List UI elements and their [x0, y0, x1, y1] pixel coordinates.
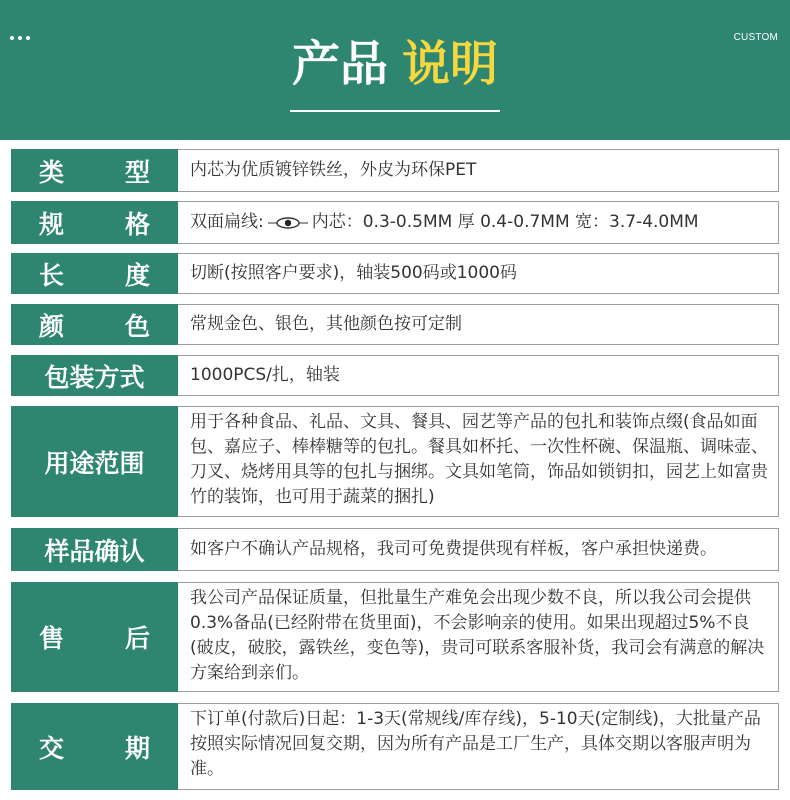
- spec-row-after-sales: [11, 582, 779, 692]
- row-content: 常规金色、银色，其他颜色按可定制: [178, 304, 779, 345]
- row-label: 售 后: [11, 582, 178, 692]
- row-label: 样品确认: [11, 528, 178, 571]
- row-content: 切断(按照客户要求)，轴装500码或1000码: [178, 253, 779, 294]
- spec-row-delivery: [11, 703, 779, 790]
- title-part1: 产品: [291, 36, 388, 92]
- row-content: 用于各种食品、礼品、文具、餐具、园艺等产品的包扎和装饰点缀(食品如面包、嘉应子、棒棒糖等的包扎。餐具如杯托、一次性杯碗、保温瓶、调味壶、刀叉、烧烤用具等的包扎与捆绑。文具如笔筒，饰品如锁钥扣，园艺上如富贵竹的装饰，也可用于蔬菜的捆扎): [178, 406, 779, 517]
- header-banner: [0, 0, 790, 140]
- row-label: 规 格: [11, 201, 178, 244]
- row-label: 包装方式: [11, 355, 178, 396]
- row-content: 如客户不确认产品规格，我司可免费提供现有样板，客户承担快递费。: [178, 528, 779, 571]
- spec-row-length: [11, 253, 779, 294]
- custom-label: CUSTOM: [733, 32, 778, 43]
- row-label: 类 型: [11, 149, 178, 192]
- row-content: 内芯为优质镀锌铁丝，外皮为环保PET: [178, 149, 779, 192]
- page-title: [0, 34, 790, 94]
- spec-row-type: [11, 149, 779, 192]
- spec-row-sample: [11, 528, 779, 571]
- row-label: 交 期: [11, 703, 178, 790]
- spec-row-color: [11, 304, 779, 345]
- row-content: 我公司产品保证质量，但批量生产难免会出现少数不良，所以我公司会提供0.3%备品(已经附带在货里面)，不会影响亲的使用。如果出现超过5%不良(破皮，破胶，露铁丝，变色等)，贵司可联系客服补货，我司会有满意的解决方案给到亲们。: [178, 582, 779, 692]
- title-underline: [290, 110, 500, 112]
- row-content: 双面扁线: 内芯：0.3-0.5MM 厚 0.4-0.7MM 宽：3.7-4.0MM: [178, 201, 779, 244]
- title-part2: 说明: [402, 36, 499, 92]
- row-content: 1000PCS/扎，轴装: [178, 355, 779, 396]
- row-content: 下订单(付款后)日起：1-3天(常规线/库存线)，5-10天(定制线)，大批量产品按照实际情况回复交期，因为所有产品是工厂生产，具体交期以客服声明为准。: [178, 703, 779, 790]
- row-label: 颜 色: [11, 304, 178, 345]
- spec-row-size: [11, 201, 779, 244]
- flat-wire-cross-section-icon: [268, 216, 308, 230]
- row-label: 用途范围: [11, 406, 178, 517]
- row-label: 长 度: [11, 253, 178, 294]
- spec-row-usage: [11, 406, 779, 517]
- spec-row-packaging: [11, 355, 779, 396]
